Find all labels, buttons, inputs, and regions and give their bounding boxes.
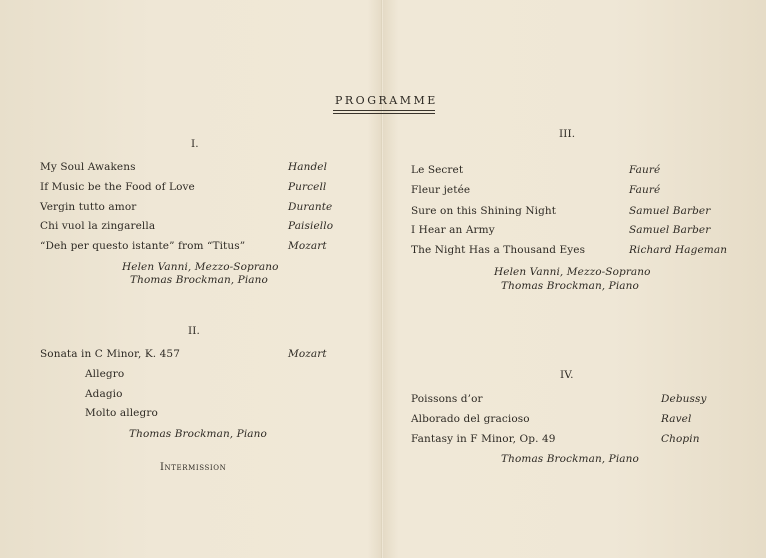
intermission-label: Intermission [160,462,227,473]
center-fold [381,0,383,558]
performer-credit: Helen Vanni, Mezzo-Soprano [494,266,651,278]
piece-title: My Soul Awakens [40,161,136,173]
title-underline [333,110,435,111]
piece-title: Fleur jetée [411,184,471,196]
section-numeral: II. [188,325,200,337]
section-numeral: IV. [560,369,574,381]
performer-credit: Helen Vanni, Mezzo-Soprano [122,261,279,273]
performer-credit: Thomas Brockman, Piano [501,280,639,292]
piece-composer: Paisiello [288,220,334,232]
piece-composer: Chopin [661,433,700,445]
piece-composer: Richard Hageman [629,244,728,256]
piece-composer: Purcell [288,181,327,193]
movement: Molto allegro [85,407,158,419]
piece-title: Sonata in C Minor, K. 457 [40,348,180,360]
piece-composer: Mozart [288,240,327,252]
performer-credit: Thomas Brockman, Piano [130,274,268,286]
piece-title: The Night Has a Thousand Eyes [411,244,586,256]
piece-composer: Samuel Barber [629,205,711,217]
piece-title: Fantasy in F Minor, Op. 49 [411,433,556,445]
piece-title: “Deh per questo istante” from “Titus” [40,240,246,252]
piece-composer: Durante [288,201,333,213]
title-underline-second [333,113,435,114]
section-numeral: III. [559,128,576,140]
piece-title: I Hear an Army [411,224,495,236]
piece-title: Le Secret [411,164,464,176]
piece-composer: Fauré [629,184,661,196]
performer-credit: Thomas Brockman, Piano [501,453,639,465]
piece-composer: Mozart [288,348,327,360]
movement: Allegro [85,368,125,380]
piece-title: Sure on this Shining Night [411,205,557,217]
programme-title: PROGRAMME [335,94,438,107]
piece-composer: Ravel [661,413,692,425]
performer-credit: Thomas Brockman, Piano [129,428,267,440]
piece-title: Alborado del gracioso [411,413,530,425]
piece-title: Vergin tutto amor [40,201,137,213]
movement: Adagio [85,388,123,400]
piece-composer: Samuel Barber [629,224,711,236]
piece-composer: Fauré [629,164,661,176]
section-numeral: I. [191,138,199,150]
piece-title: If Music be the Food of Love [40,181,195,193]
piece-composer: Debussy [661,393,707,405]
piece-title: Poissons d’or [411,393,483,405]
piece-composer: Handel [288,161,328,173]
piece-title: Chi vuol la zingarella [40,220,156,232]
